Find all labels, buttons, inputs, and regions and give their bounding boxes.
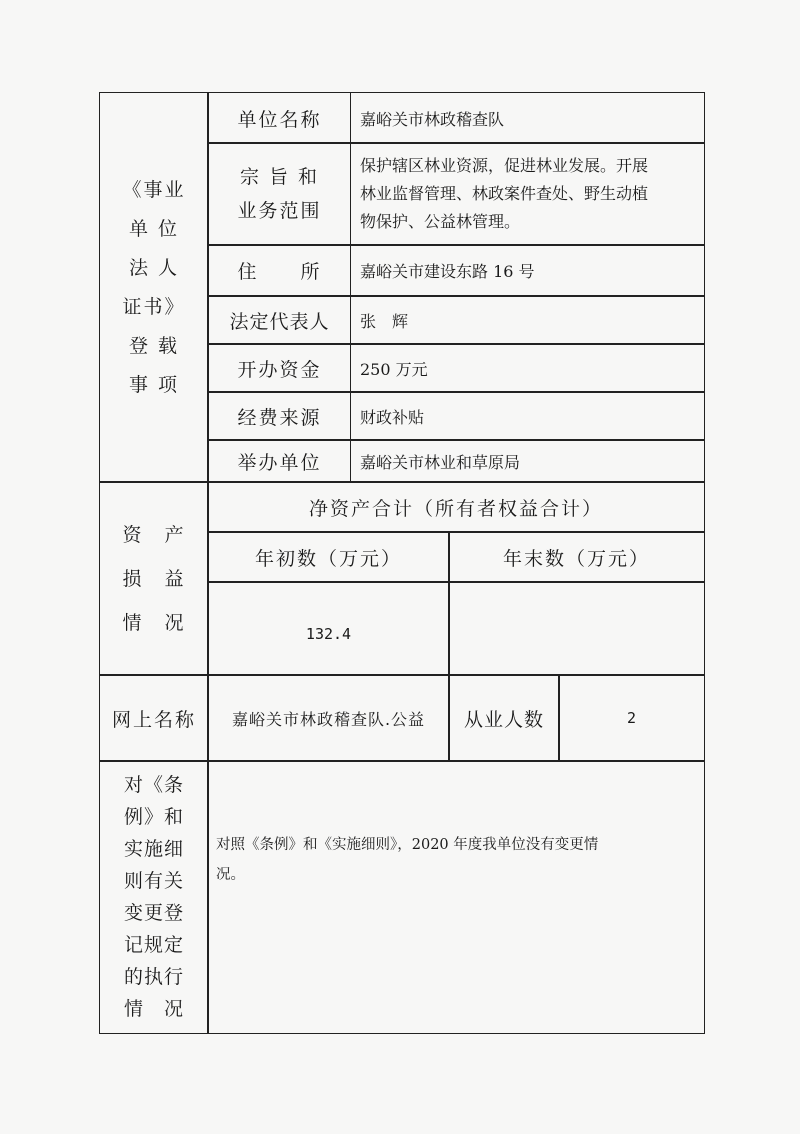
value-sponsor: 嘉峪关市林业和草原局: [360, 452, 521, 472]
value-address: 嘉峪关市建设东路 16 号: [360, 262, 535, 281]
label-address: 住 所: [237, 261, 322, 283]
label-capital: 开办资金: [237, 358, 322, 381]
online-name-value: 嘉峪关市林政稽查队.公益: [231, 709, 426, 729]
staff-value: 2: [626, 709, 637, 727]
net-assets-header: 净资产合计（所有者权益合计）: [308, 497, 603, 520]
value-unit-name: 嘉峪关市林政稽查队: [360, 109, 505, 129]
section2-side-label: 资 产 损 益 情 况: [122, 523, 186, 634]
staff-label: 从业人数: [463, 708, 544, 731]
col-end-header: 年末数（万元）: [502, 547, 650, 570]
section4-side-label: 对《条 例》和 实施细 则有关 变更登 记规定 的执行 情 况: [123, 774, 184, 1020]
label-funding: 经费来源: [237, 406, 322, 429]
label-column-divider: [350, 92, 351, 483]
value-capital: 250 万元: [360, 359, 428, 379]
value-purpose: 保护辖区林业资源，促进林业发展。开展 林业监督管理、林政案件查处、野生动植 物保护、公益林管理。: [360, 156, 649, 231]
label-unit-name: 单位名称: [237, 108, 322, 131]
value-funding: 财政补贴: [360, 407, 425, 427]
compliance-text: 对照《条例》和《实施细则》，2020 年度我单位没有变更情 况。: [216, 837, 599, 883]
section1-side-label: 《事业 单 位 法 人 证书》 登 载 事 项: [122, 178, 186, 396]
section4-text-cell: [207, 760, 705, 1034]
start-value: 132.4: [305, 624, 352, 643]
label-legal-rep: 法定代表人: [229, 310, 330, 333]
label-sponsor: 举办单位: [237, 451, 322, 474]
label-purpose: 宗 旨 和 业务范围: [237, 166, 322, 222]
value-legal-rep: 张 辉: [360, 312, 409, 331]
online-name-label: 网上名称: [111, 708, 196, 731]
end-value: [448, 581, 705, 676]
col-start-header: 年初数（万元）: [254, 547, 402, 570]
